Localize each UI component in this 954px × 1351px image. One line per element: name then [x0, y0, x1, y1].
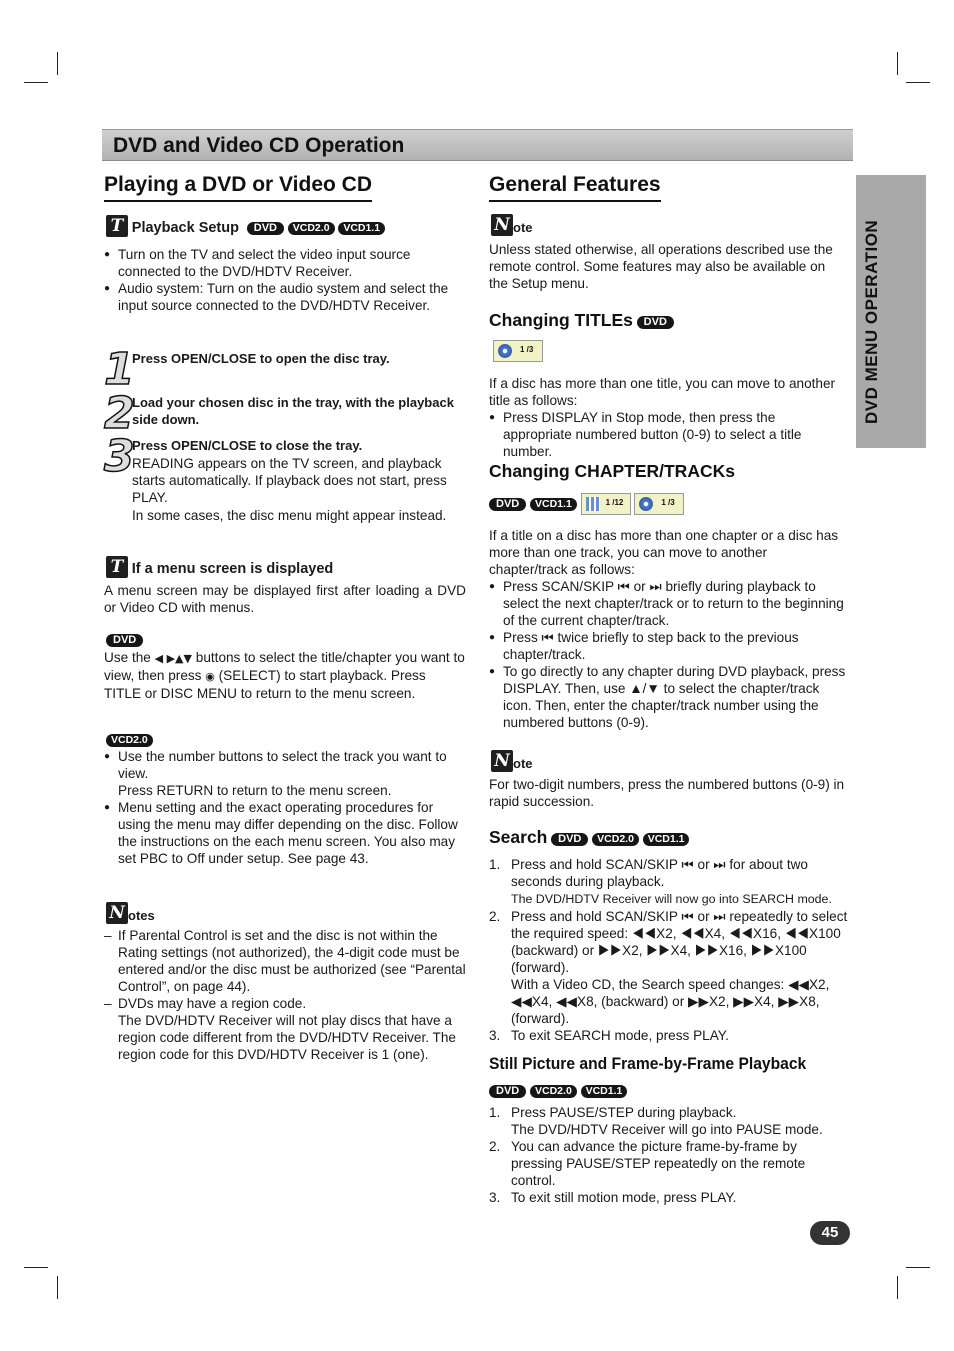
text: Press and hold SCAN/SKIP ⏮ or ⏭ repeatedly to select the required speed: ◀◀X2, ◀◀X4, ◀◀X16, ◀◀X100 (backward) or ▶▶X2, ▶▶X4, ▶▶X16, ▶▶X100 (forward).	[511, 909, 848, 975]
left-heading: Playing a DVD or Video CD	[104, 172, 372, 202]
list-item	[104, 748, 466, 799]
title-osd-display	[493, 340, 543, 362]
note-icon: N	[491, 750, 513, 772]
badge-vcd11: VCD1.1	[643, 833, 690, 846]
list-item	[489, 1189, 849, 1206]
text: Use the	[104, 650, 151, 665]
disc-icon	[639, 497, 653, 511]
playback-setup-title: Playback Setup	[131, 220, 239, 236]
still-steps	[489, 1104, 849, 1206]
titles-intro: If a disc has more than one title, you can move to another title as follows:	[489, 376, 836, 408]
list-item	[104, 995, 466, 1063]
title-osd	[493, 340, 543, 362]
list-item: ● Turn on the TV and select the video input source connected to the DVD/HDTV Receiver.	[104, 246, 466, 280]
crop-mark	[24, 82, 48, 83]
crop-mark	[906, 82, 930, 83]
chapters-body	[489, 527, 847, 731]
right-heading: General Features	[489, 172, 661, 202]
text: Press RETURN to return to the menu screen.	[118, 783, 392, 798]
note-title: ote	[513, 756, 533, 771]
page-number: 45	[810, 1221, 850, 1245]
text: Press PAUSE/STEP during playback.	[511, 1105, 737, 1120]
text: The DVD/HDTV Receiver will go into PAUSE mode.	[511, 1122, 823, 1137]
osd-text: 1 /12	[605, 498, 624, 507]
step-3-body: READING appears on the TV screen, and playback starts automatically. If playback does not start, press PLAY.	[132, 456, 447, 505]
text: To exit still motion mode, press PLAY.	[511, 1190, 737, 1205]
step-3-body2: In some cases, the disc menu might appear instead.	[132, 508, 447, 523]
chapters-heading: Changing CHAPTER/TRACKs	[489, 461, 735, 481]
right-heading-wrap	[489, 172, 661, 202]
crop-mark	[57, 1276, 58, 1299]
step-index: 3.	[489, 1190, 501, 1205]
list-item	[489, 1138, 849, 1189]
step-index: 1.	[489, 857, 501, 872]
menu-vcd-badge-wrap	[106, 731, 153, 748]
note-title: ote	[513, 220, 533, 235]
chapter-osd-display	[581, 493, 631, 515]
text: With a Video CD, the Search speed changes: ◀◀X2, ◀◀X4, ◀◀X8, (backward) or ▶▶X2, ▶▶X4, ▶▶X8, (forward).	[511, 977, 830, 1026]
note1-body: Unless stated otherwise, all operations described use the remote control. Some features may also be available on the Setup menu.	[489, 242, 833, 291]
badge-vcd11: VCD1.1	[581, 1085, 628, 1098]
left-heading-wrap	[104, 172, 372, 202]
list-item: ● Press DISPLAY in Stop mode, then press the appropriate numbered button (0-9) to select a title number.	[489, 409, 847, 460]
playback-setup-bullets	[104, 246, 466, 314]
menu-dvd-badge-wrap	[106, 631, 143, 648]
menu-screen-intro: A menu screen may be displayed first after loading a DVD or Video CD with menus.	[104, 583, 466, 615]
menu-screen-title: If a menu screen is displayed	[131, 561, 334, 577]
osd-text: 1 /3	[520, 345, 534, 354]
note1-header	[491, 214, 533, 236]
step-number: 3	[104, 431, 135, 482]
titles-body	[489, 375, 847, 460]
note2-header	[491, 750, 533, 772]
crop-mark	[897, 52, 898, 75]
badge-vcd11: VCD1.1	[530, 498, 577, 511]
note-icon: N	[491, 214, 513, 236]
list-item	[489, 1027, 849, 1044]
search-steps	[489, 856, 849, 1044]
badge-dvd: DVD	[551, 833, 588, 846]
step-2-title: Load your chosen disc in the tray, with the playback side down.	[132, 395, 454, 427]
step-1-title: Press OPEN/CLOSE to open the disc tray.	[132, 351, 390, 366]
list-item: ● To go directly to any chapter during DVD playback, press DISPLAY. Then, use ▲/▼ to select the chapter/track icon. Then, enter the chapter/track number using the numbered buttons (0-9).	[489, 663, 847, 731]
chapters-badges	[489, 493, 684, 515]
list-item	[489, 908, 849, 1027]
step-3	[132, 437, 466, 524]
search-heading: Search	[489, 827, 548, 847]
text: To exit SEARCH mode, press PLAY.	[511, 1028, 729, 1043]
titles-heading: Changing TITLEs	[489, 310, 633, 330]
section-title-bar	[102, 129, 853, 161]
still-heading: Still Picture and Frame-by-Frame Playback	[489, 1054, 807, 1073]
list-item	[489, 856, 849, 908]
notes-list	[104, 927, 466, 1063]
badge-vcd20: VCD2.0	[106, 734, 153, 747]
osd-text: 1 /3	[661, 498, 675, 507]
notes-title: otes	[128, 908, 155, 923]
list-item: ● Audio system: Turn on the audio system and select the input source connected to the DVD/HDTV Receiver.	[104, 280, 466, 314]
note-icon: N	[106, 902, 128, 924]
step-number: 1	[104, 344, 135, 395]
menu-screen-header	[106, 556, 466, 578]
list-item: ● Press ⏮ twice briefly to step back to the previous chapter/track.	[489, 629, 847, 663]
step-index: 2.	[489, 1139, 501, 1154]
step-3-title: Press OPEN/CLOSE to close the tray.	[132, 438, 363, 453]
text: (SELECT) to start playback. Press TITLE or DISC MENU to return to the menu screen.	[104, 668, 426, 701]
list-item: ● Menu setting and the exact operating procedures for using the menu may differ depending on the disc. Follow the instructions on the each menu screen. You also may set PBC to Off under setup. See page 43.	[104, 799, 466, 867]
badge-dvd: DVD	[106, 634, 143, 647]
badge-dvd: DVD	[489, 498, 526, 511]
crop-mark	[897, 1276, 898, 1299]
still-badges	[489, 1082, 627, 1099]
list-item	[489, 1104, 849, 1138]
notes-header	[106, 902, 155, 924]
tip-icon: T	[106, 215, 128, 237]
step-index: 2.	[489, 909, 501, 924]
select-button-icon: ◉	[205, 670, 215, 683]
crop-mark	[24, 1267, 48, 1268]
section-title: DVD and Video CD Operation	[113, 134, 405, 157]
text: The DVD/HDTV Receiver will now go into SEARCH mode.	[511, 892, 832, 906]
disc-icon	[498, 344, 512, 358]
badge-dvd: DVD	[637, 316, 674, 329]
film-icon	[586, 497, 600, 511]
playback-setup	[106, 215, 466, 239]
badge-dvd: DVD	[489, 1085, 526, 1098]
side-tab-label: DVD MENU OPERATION	[862, 219, 881, 424]
titles-heading-wrap	[489, 309, 674, 331]
step-index: 3.	[489, 1028, 501, 1043]
track-osd-display	[634, 493, 684, 515]
side-tab	[856, 175, 926, 448]
step-number: 2	[104, 388, 135, 439]
menu-vcd-bullets	[104, 748, 466, 867]
text: The DVD/HDTV Receiver will not play discs that have a region code different from the DVD/HDTV Receiver. The region code for this DVD/HDTV Receiver is 1 (one).	[118, 1013, 456, 1062]
search-heading-wrap	[489, 826, 689, 848]
badge-vcd20: VCD2.0	[592, 833, 639, 846]
text: Use the number buttons to select the track you want to view.	[118, 749, 447, 781]
list-item: – If Parental Control is set and the disc is not within the Rating settings (not authorized), the 4-digit code must be entered and/or the disc must be authorized (see “Parental Control”, on page 44).	[104, 927, 466, 995]
tip-icon: T	[106, 556, 128, 578]
note2-body: For two-digit numbers, press the numbered buttons (0-9) in rapid succession.	[489, 777, 845, 809]
crop-mark	[906, 1267, 930, 1268]
text: buttons to select the title/chapter you want to view, then press	[104, 650, 465, 683]
text: Press and hold SCAN/SKIP ⏮ or ⏭ for about two seconds during playback.	[511, 857, 808, 889]
badge-vcd20: VCD2.0	[530, 1085, 577, 1098]
text: You can advance the picture frame-by-frame by pressing PAUSE/STEP repeatedly on the remote control.	[511, 1139, 806, 1188]
step-index: 1.	[489, 1105, 501, 1120]
arrow-buttons-icon: ◀ ▶▲▼	[154, 652, 192, 665]
list-item: ● Press SCAN/SKIP ⏮ or ⏭ briefly during playback to select the next chapter/track or to return to the beginning of the current chapter/track.	[489, 578, 847, 629]
badge-dvd: DVD	[247, 222, 284, 235]
chapters-intro: If a title on a disc has more than one chapter or a disc has more than one track, you can move to another chapter/track as follows:	[489, 528, 839, 577]
crop-mark	[57, 52, 58, 75]
badge-vcd11: VCD1.1	[338, 222, 385, 235]
text: DVDs may have a region code.	[118, 996, 307, 1011]
badge-vcd20: VCD2.0	[288, 222, 335, 235]
menu-dvd-text	[104, 649, 466, 702]
